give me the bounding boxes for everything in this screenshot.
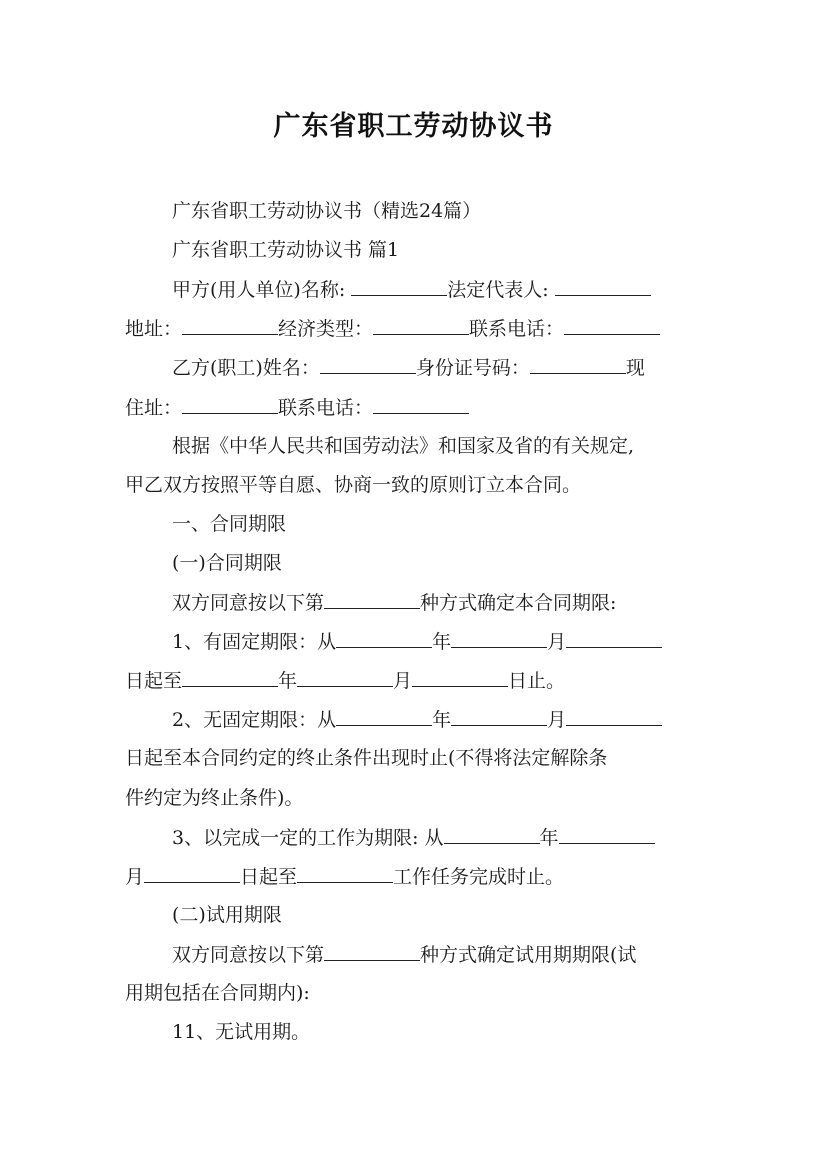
- fill-in-blank[interactable]: [144, 864, 240, 883]
- document-line: [172, 238, 399, 262]
- line-text: 一、合同期限: [172, 512, 287, 535]
- line-text: 种方式确定本合同期限:: [420, 592, 617, 614]
- line-text: 2、无固定期限：从: [172, 709, 337, 732]
- line-text: 11、无试用期。: [172, 1021, 311, 1044]
- fill-in-blank[interactable]: [412, 668, 508, 687]
- line-text: 种方式确定试用期期限(试: [420, 943, 637, 966]
- line-text: 双方同意按以下第: [172, 943, 325, 966]
- line-text: 根据《中华人民共和国劳动法》和国家及省的有关规定,: [172, 434, 635, 457]
- document-line: [172, 512, 286, 536]
- document-line: [172, 590, 616, 615]
- document-line: [125, 786, 303, 810]
- line-text: 月: [547, 631, 567, 654]
- document-line: [125, 668, 565, 693]
- fill-in-blank[interactable]: [530, 355, 626, 374]
- document-line: [125, 473, 581, 497]
- line-text: 联系电话：: [469, 318, 565, 341]
- line-text: 月: [125, 865, 145, 888]
- line-text: 年: [539, 826, 559, 849]
- document-line: [125, 981, 310, 1005]
- document-line: [172, 629, 662, 654]
- line-text: 地址：: [125, 318, 183, 341]
- line-text: 1、有固定期限：从: [172, 631, 337, 654]
- line-text: 现: [625, 357, 645, 380]
- document-line: [172, 551, 282, 575]
- document-title: 广东省职工劳动协议书: [273, 111, 554, 142]
- line-text: 3、以完成一定的工作为期限: 从: [172, 826, 444, 849]
- line-text: 住址：: [125, 396, 183, 419]
- line-text: 月: [547, 709, 567, 732]
- document-line: [125, 746, 607, 770]
- document-line: [172, 199, 481, 223]
- fill-in-blank[interactable]: [297, 864, 393, 883]
- fill-in-blank[interactable]: [182, 395, 278, 414]
- document-line: [172, 355, 645, 380]
- line-text: 日起至本合同约定的终止条件出现时止(不得将法定解除条: [125, 747, 608, 770]
- line-text: 广东省职工劳动协议书（精选24篇）: [172, 200, 482, 222]
- line-text: 广东省职工劳动协议书 篇1: [172, 239, 400, 262]
- line-text: 联系电话：: [278, 396, 374, 419]
- line-text: 日止。: [508, 670, 566, 693]
- fill-in-blank[interactable]: [451, 629, 547, 648]
- line-text: 日起至: [125, 670, 183, 693]
- fill-in-blank[interactable]: [444, 825, 540, 844]
- line-text: 身份证号码：: [415, 357, 530, 380]
- line-text: 年: [432, 709, 452, 732]
- document-line: [125, 864, 564, 889]
- fill-in-blank[interactable]: [297, 668, 393, 687]
- fill-in-blank[interactable]: [182, 316, 278, 335]
- document-line: [172, 707, 662, 732]
- fill-in-blank[interactable]: [555, 277, 651, 296]
- line-text: (二)试用期限: [172, 903, 282, 926]
- line-text: 日起至: [240, 865, 298, 888]
- line-text: 年: [432, 631, 452, 654]
- fill-in-blank[interactable]: [559, 825, 655, 844]
- fill-in-blank[interactable]: [320, 355, 416, 374]
- fill-in-blank[interactable]: [324, 942, 420, 961]
- fill-in-blank[interactable]: [566, 707, 662, 726]
- fill-in-blank[interactable]: [182, 668, 278, 687]
- line-text: 工作任务完成时止。: [393, 865, 565, 888]
- document-line: [125, 316, 660, 341]
- line-text: 双方同意按以下第: [172, 592, 325, 614]
- line-text: 乙方(职工)姓名：: [172, 357, 320, 380]
- fill-in-blank[interactable]: [336, 707, 432, 726]
- line-text: 用期包括在合同期内):: [125, 982, 310, 1004]
- document-line: [172, 1020, 310, 1044]
- line-text: 经济类型：: [278, 318, 374, 341]
- line-text: 月: [393, 670, 413, 693]
- document-line: [172, 942, 636, 967]
- line-text: 法定代表人:: [447, 279, 555, 302]
- fill-in-blank[interactable]: [324, 590, 420, 609]
- fill-in-blank[interactable]: [564, 316, 660, 335]
- line-text: 甲方(用人单位)名称:: [172, 279, 352, 302]
- line-text: 年: [278, 670, 298, 693]
- fill-in-blank[interactable]: [373, 395, 469, 414]
- line-text: (一)合同期限: [172, 551, 282, 574]
- fill-in-blank[interactable]: [336, 629, 432, 648]
- line-text: 件约定为终止条件)。: [125, 786, 304, 809]
- document-line: [125, 395, 469, 420]
- fill-in-blank[interactable]: [566, 629, 662, 648]
- document-line: [172, 434, 634, 458]
- document-line: [172, 277, 651, 302]
- fill-in-blank[interactable]: [373, 316, 469, 335]
- line-text: 甲乙双方按照平等自愿、协商一致的原则订立本合同。: [125, 473, 582, 496]
- fill-in-blank[interactable]: [451, 707, 547, 726]
- document-line: [172, 825, 655, 850]
- document-line: [172, 903, 282, 927]
- fill-in-blank[interactable]: [351, 277, 447, 296]
